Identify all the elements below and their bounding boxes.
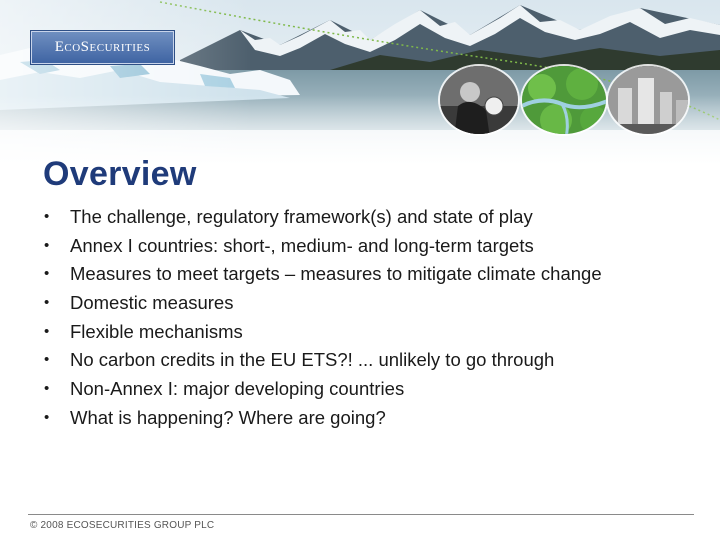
bullet-text: Measures to meet targets – measures to mitigate climate change xyxy=(70,263,602,285)
bullet-text: What is happening? Where are going? xyxy=(70,406,386,428)
bullet-item xyxy=(44,318,704,347)
river-delta-photo xyxy=(520,64,608,136)
footer-divider xyxy=(28,514,694,515)
person-photo xyxy=(438,64,520,136)
bullet-symbol: • xyxy=(44,322,50,340)
bullet-symbol: • xyxy=(44,351,50,369)
company-logo xyxy=(31,31,174,64)
bullet-symbol: • xyxy=(44,408,50,426)
bullet-text: Domestic measures xyxy=(70,292,234,314)
footer-copyright: © 2008 ECOSECURITIES GROUP PLC xyxy=(30,520,215,531)
bullet-symbol: • xyxy=(44,236,50,254)
slide-title: Overview xyxy=(43,155,197,193)
bullet-item xyxy=(44,260,704,289)
bullet-list xyxy=(44,203,704,433)
bullet-item xyxy=(44,375,704,404)
bullet-item xyxy=(44,289,704,318)
bullet-symbol: • xyxy=(44,208,50,225)
bullet-symbol: • xyxy=(44,265,50,283)
bullet-item xyxy=(44,232,704,261)
bullet-text: Annex I countries: short-, medium- and long-term targets xyxy=(70,234,534,256)
industrial-plant-photo xyxy=(606,64,690,136)
logo-text: EcoSecurities xyxy=(54,39,151,55)
bullet-item xyxy=(44,346,704,375)
bullet-text: Non-Annex I: major developing countries xyxy=(70,378,405,400)
bullet-text: The challenge, regulatory framework(s) and state of play xyxy=(70,206,533,227)
bullet-text: No carbon credits in the EU ETS?! ... unlikely to go through xyxy=(70,349,555,371)
bullet-text: Flexible mechanisms xyxy=(70,320,243,342)
bullet-item xyxy=(44,404,704,433)
bullet-symbol: • xyxy=(44,380,50,398)
bullet-item xyxy=(44,203,704,232)
bullet-symbol: • xyxy=(44,294,50,312)
